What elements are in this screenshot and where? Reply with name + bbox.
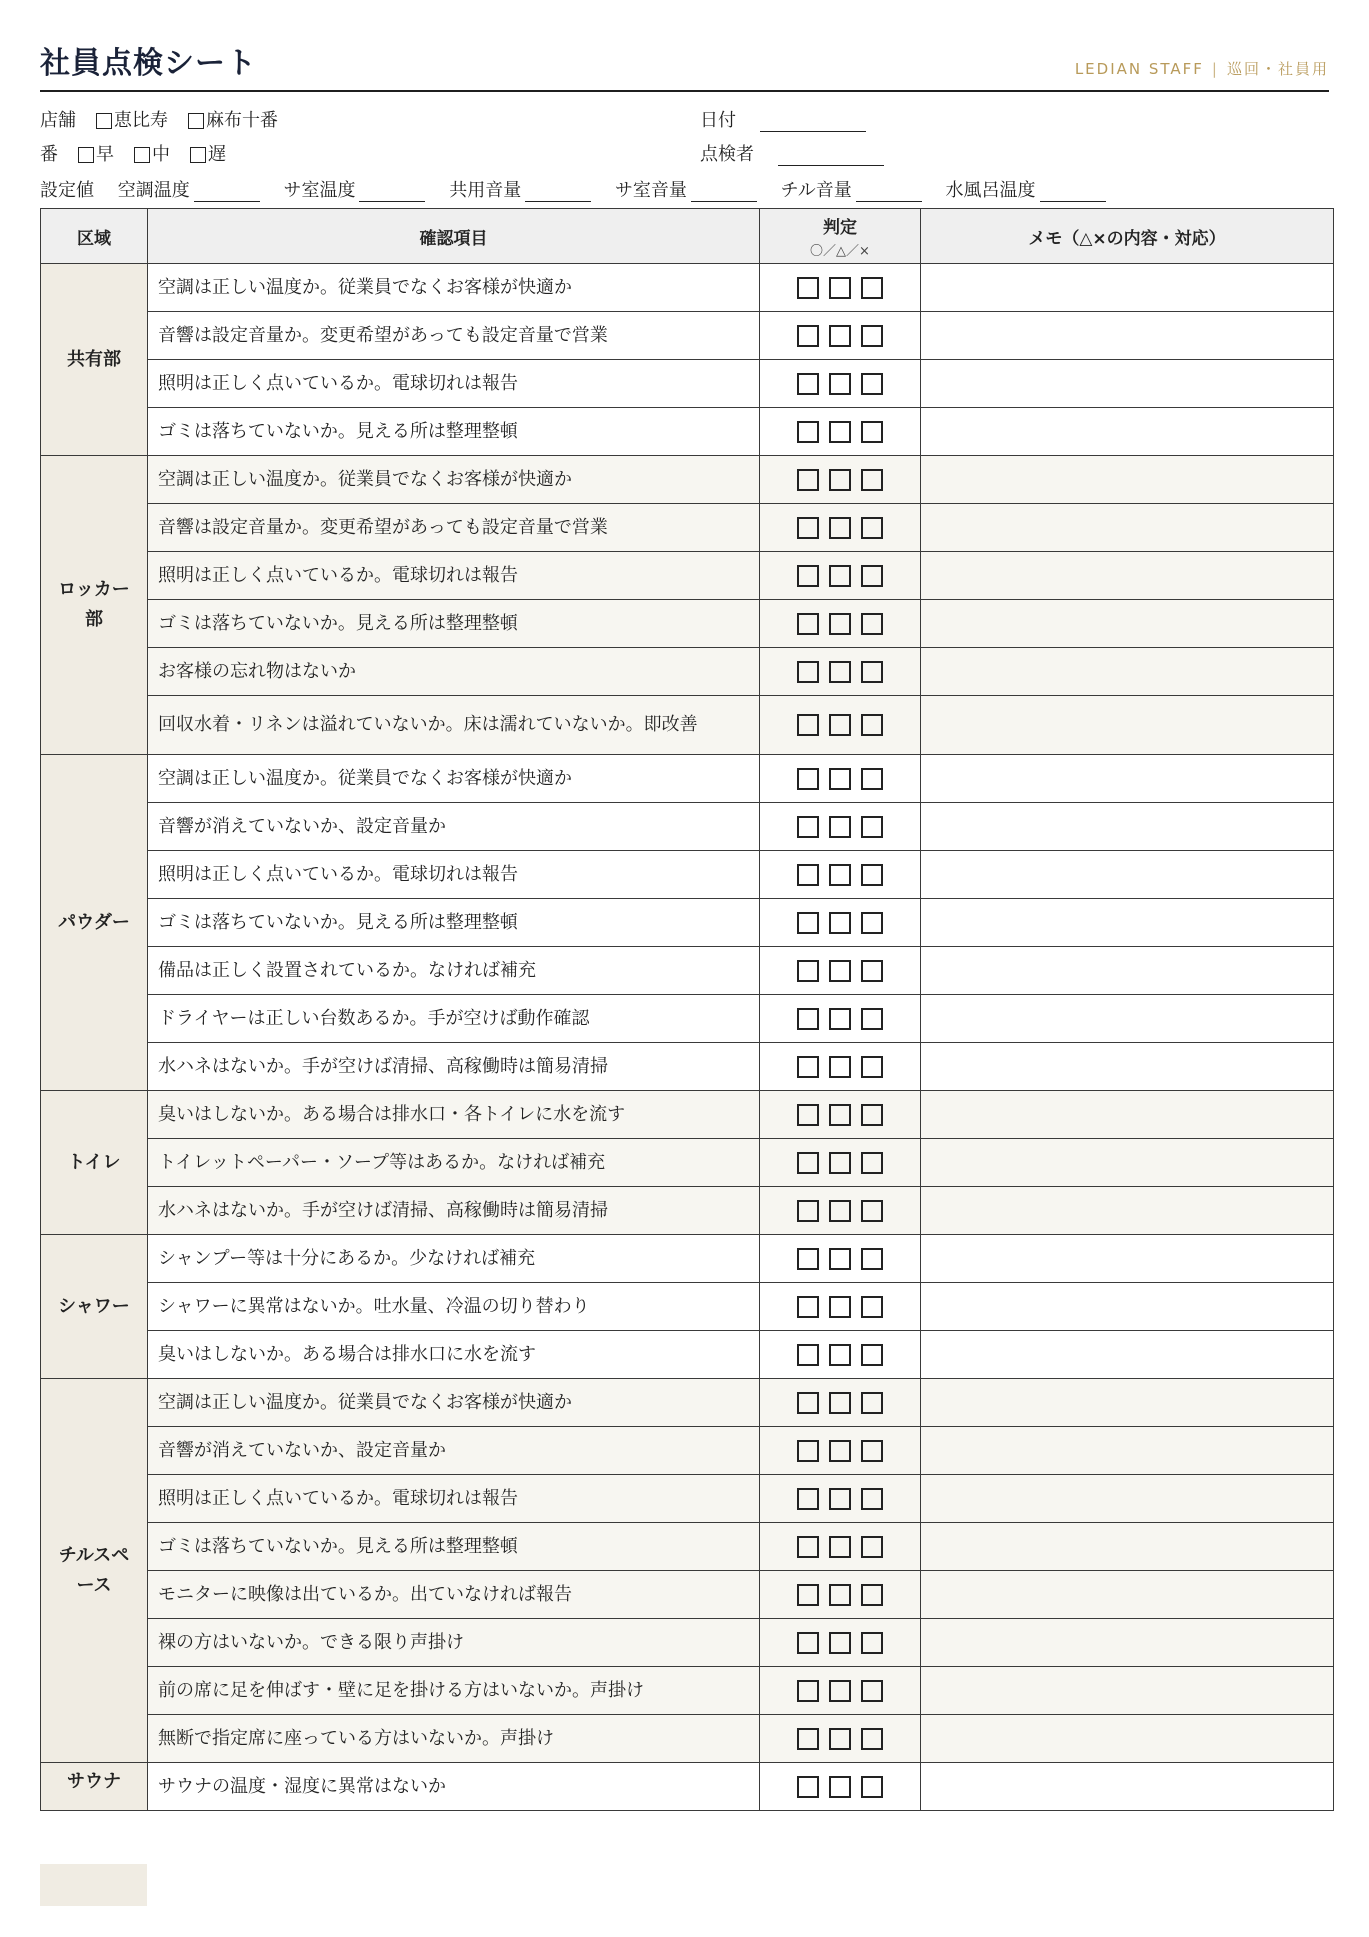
check-item-text: 水ハネはないか。手が空けば清掃、高稼働時は簡易清掃 <box>148 1187 760 1235</box>
setting-sauna-volume-label: サ室音量 <box>614 180 687 201</box>
setting-chill-volume <box>781 180 922 201</box>
judge-ok-checkbox[interactable] <box>797 421 819 443</box>
check-item-text: 照明は正しく点いているか。電球切れは報告 <box>148 851 760 899</box>
table-row <box>41 1379 1334 1427</box>
judge-ok-checkbox[interactable] <box>797 1728 819 1750</box>
judge-ng-checkbox[interactable] <box>861 517 883 539</box>
col-memo-header: メモ（△×の内容・対応） <box>921 209 1334 264</box>
check-item-text: シャワーに異常はないか。吐水量、冷温の切り替わり <box>148 1283 760 1331</box>
check-item-text: 臭いはしないか。ある場合は排水口・各トイレに水を流す <box>148 1091 760 1139</box>
memo-field[interactable] <box>921 600 1334 648</box>
judge-caution-checkbox[interactable] <box>829 1296 851 1318</box>
judge-cell <box>760 360 921 408</box>
judge-ok-checkbox[interactable] <box>797 613 819 635</box>
check-item-text: 備品は正しく設置されているか。なければ補充 <box>148 947 760 995</box>
table-row <box>41 899 1334 947</box>
judge-cell <box>760 1571 921 1619</box>
judge-ng-checkbox[interactable] <box>861 661 883 683</box>
check-item-text: 空調は正しい温度か。従業員でなくお客様が快適か <box>148 264 760 312</box>
table-header-row <box>41 209 1334 264</box>
setting-common-volume-label: 共用音量 <box>449 180 522 201</box>
table-row <box>41 552 1334 600</box>
check-item-text: 照明は正しく点いているか。電球切れは報告 <box>148 1475 760 1523</box>
check-item-text: 照明は正しく点いているか。電球切れは報告 <box>148 552 760 600</box>
table-row <box>41 600 1334 648</box>
table-row <box>41 648 1334 696</box>
date-field[interactable] <box>760 113 866 132</box>
area-cell: サウナ <box>41 1763 148 1811</box>
memo-field[interactable] <box>921 1331 1334 1379</box>
judge-ng-checkbox[interactable] <box>861 768 883 790</box>
judge-caution-checkbox[interactable] <box>829 1680 851 1702</box>
judge-ok-checkbox[interactable] <box>797 1344 819 1366</box>
judge-caution-checkbox[interactable] <box>829 1536 851 1558</box>
judge-ok-checkbox[interactable] <box>797 1440 819 1462</box>
judge-cell <box>760 1187 921 1235</box>
memo-field[interactable] <box>921 312 1334 360</box>
judge-ok-checkbox[interactable] <box>797 277 819 299</box>
memo-field[interactable] <box>921 1715 1334 1763</box>
settings-label: 設定値 <box>40 180 94 201</box>
memo-field[interactable] <box>921 408 1334 456</box>
store-label: 店舗 <box>40 110 76 131</box>
date-label: 日付 <box>700 110 736 131</box>
table-row <box>41 1043 1334 1091</box>
judge-ok-checkbox[interactable] <box>797 373 819 395</box>
judge-ok-checkbox[interactable] <box>797 816 819 838</box>
judge-ng-checkbox[interactable] <box>861 1440 883 1462</box>
shift-late-checkbox[interactable] <box>190 147 206 163</box>
judge-ok-checkbox[interactable] <box>797 1200 819 1222</box>
judge-ng-checkbox[interactable] <box>861 373 883 395</box>
judge-cell <box>760 1715 921 1763</box>
area-cell: ロッカー部 <box>41 456 148 755</box>
memo-field[interactable] <box>921 851 1334 899</box>
judge-ok-checkbox[interactable] <box>797 1296 819 1318</box>
judge-ng-checkbox[interactable] <box>861 912 883 934</box>
check-item-text: トイレットペーパー・ソープ等はあるか。なければ補充 <box>148 1139 760 1187</box>
table-row <box>41 360 1334 408</box>
table-row <box>41 1331 1334 1379</box>
memo-field[interactable] <box>921 1235 1334 1283</box>
judge-ng-checkbox[interactable] <box>861 1536 883 1558</box>
judge-caution-checkbox[interactable] <box>829 469 851 491</box>
memo-field[interactable] <box>921 1283 1334 1331</box>
inspector-label: 点検者 <box>700 144 754 165</box>
judge-caution-checkbox[interactable] <box>829 1200 851 1222</box>
store-azabu-label: 麻布十番 <box>206 110 278 131</box>
judge-ng-checkbox[interactable] <box>861 325 883 347</box>
shift-mid-checkbox[interactable] <box>134 147 150 163</box>
judge-ng-checkbox[interactable] <box>861 1776 883 1798</box>
judge-cell <box>760 1139 921 1187</box>
settings-row <box>40 176 1124 202</box>
judge-cell <box>760 851 921 899</box>
judge-cell <box>760 947 921 995</box>
judge-ok-checkbox[interactable] <box>797 1152 819 1174</box>
table-row <box>41 1763 1334 1811</box>
setting-common-volume-field[interactable] <box>525 183 591 202</box>
judge-caution-checkbox[interactable] <box>829 517 851 539</box>
judge-caution-checkbox[interactable] <box>829 714 851 736</box>
table-row <box>41 1283 1334 1331</box>
judge-ok-checkbox[interactable] <box>797 1056 819 1078</box>
setting-chill-volume-field[interactable] <box>856 183 922 202</box>
judge-ok-checkbox[interactable] <box>797 1680 819 1702</box>
table-row <box>41 1139 1334 1187</box>
judge-ok-checkbox[interactable] <box>797 1008 819 1030</box>
judge-caution-checkbox[interactable] <box>829 768 851 790</box>
header-divider <box>40 90 1329 92</box>
judge-ok-checkbox[interactable] <box>797 1488 819 1510</box>
check-item-text: 水ハネはないか。手が空けば清掃、高稼働時は簡易清掃 <box>148 1043 760 1091</box>
judge-ok-checkbox[interactable] <box>797 1248 819 1270</box>
judge-caution-checkbox[interactable] <box>829 960 851 982</box>
table-row <box>41 1667 1334 1715</box>
check-item-text: 空調は正しい温度か。従業員でなくお客様が快適か <box>148 456 760 504</box>
setting-sauna-volume <box>615 180 757 201</box>
table-row <box>41 1715 1334 1763</box>
judge-ng-checkbox[interactable] <box>861 1392 883 1414</box>
memo-field[interactable] <box>921 995 1334 1043</box>
memo-field[interactable] <box>921 1475 1334 1523</box>
brand-separator: | <box>1211 60 1219 78</box>
judge-ok-checkbox[interactable] <box>797 1392 819 1414</box>
check-item-text: 空調は正しい温度か。従業員でなくお客様が快適か <box>148 1379 760 1427</box>
memo-field[interactable] <box>921 360 1334 408</box>
judge-caution-checkbox[interactable] <box>829 1104 851 1126</box>
area-cell: チルスペース <box>41 1379 148 1763</box>
memo-field[interactable] <box>921 1667 1334 1715</box>
judge-ng-checkbox[interactable] <box>861 864 883 886</box>
table-row <box>41 1235 1334 1283</box>
shift-label: 番 <box>40 144 58 165</box>
judge-cell <box>760 1667 921 1715</box>
memo-field[interactable] <box>921 504 1334 552</box>
memo-field[interactable] <box>921 1619 1334 1667</box>
judge-cell <box>760 1763 921 1811</box>
judge-ok-checkbox[interactable] <box>797 325 819 347</box>
judge-ok-checkbox[interactable] <box>797 768 819 790</box>
judge-caution-checkbox[interactable] <box>829 661 851 683</box>
judge-ng-checkbox[interactable] <box>861 277 883 299</box>
judge-cell <box>760 1427 921 1475</box>
check-item-text: 臭いはしないか。ある場合は排水口に水を流す <box>148 1331 760 1379</box>
judge-cell <box>760 1523 921 1571</box>
memo-field[interactable] <box>921 1427 1334 1475</box>
judge-ng-checkbox[interactable] <box>861 816 883 838</box>
judge-ng-checkbox[interactable] <box>861 565 883 587</box>
table-row <box>41 755 1334 803</box>
judge-cell <box>760 600 921 648</box>
judge-caution-checkbox[interactable] <box>829 1632 851 1654</box>
judge-caution-checkbox[interactable] <box>829 1248 851 1270</box>
setting-sauna-volume-field[interactable] <box>691 183 757 202</box>
judge-cell <box>760 1379 921 1427</box>
table-row <box>41 504 1334 552</box>
judge-caution-checkbox[interactable] <box>829 816 851 838</box>
setting-coldbath-temp-field[interactable] <box>1040 183 1106 202</box>
judge-cell <box>760 1619 921 1667</box>
table-row <box>41 312 1334 360</box>
brand-subtitle: 巡回・社員用 <box>1226 60 1329 78</box>
table-row <box>41 851 1334 899</box>
memo-field[interactable] <box>921 947 1334 995</box>
judge-caution-checkbox[interactable] <box>829 1728 851 1750</box>
judge-ng-checkbox[interactable] <box>861 421 883 443</box>
shift-late-label: 遅 <box>208 144 226 165</box>
memo-field[interactable] <box>921 1139 1334 1187</box>
table-row <box>41 995 1334 1043</box>
judge-cell <box>760 1475 921 1523</box>
memo-field[interactable] <box>921 1571 1334 1619</box>
table-row <box>41 1187 1334 1235</box>
page-title: 社員点検シート <box>40 46 257 81</box>
memo-field[interactable] <box>921 755 1334 803</box>
col-item-header: 確認項目 <box>148 209 760 264</box>
judge-caution-checkbox[interactable] <box>829 1152 851 1174</box>
judge-caution-checkbox[interactable] <box>829 1008 851 1030</box>
judge-cell <box>760 1235 921 1283</box>
judge-ng-checkbox[interactable] <box>861 1152 883 1174</box>
judge-ng-checkbox[interactable] <box>861 1632 883 1654</box>
judge-caution-checkbox[interactable] <box>829 325 851 347</box>
judge-cell <box>760 264 921 312</box>
table-row <box>41 408 1334 456</box>
judge-caution-checkbox[interactable] <box>829 1488 851 1510</box>
judge-cell <box>760 899 921 947</box>
judge-ng-checkbox[interactable] <box>861 1728 883 1750</box>
check-item-text: 空調は正しい温度か。従業員でなくお客様が快適か <box>148 755 760 803</box>
check-item-text: モニターに映像は出ているか。出ていなければ報告 <box>148 1571 760 1619</box>
check-item-text: 音響が消えていないか、設定音量か <box>148 803 760 851</box>
judge-cell <box>760 456 921 504</box>
memo-field[interactable] <box>921 264 1334 312</box>
table-row <box>41 1619 1334 1667</box>
judge-ok-checkbox[interactable] <box>797 864 819 886</box>
memo-field[interactable] <box>921 1523 1334 1571</box>
store-azabu-checkbox[interactable] <box>188 113 204 129</box>
col-judge-header <box>760 209 921 264</box>
shift-mid-label: 中 <box>152 144 170 165</box>
judge-ng-checkbox[interactable] <box>861 1296 883 1318</box>
memo-field[interactable] <box>921 1187 1334 1235</box>
brand-name: LEDIAN STAFF <box>1074 60 1204 78</box>
check-item-text: ゴミは落ちていないか。見える所は整理整頓 <box>148 1523 760 1571</box>
judge-ng-checkbox[interactable] <box>861 960 883 982</box>
judge-cell <box>760 552 921 600</box>
setting-aircon-temp-field[interactable] <box>194 183 260 202</box>
judge-caution-checkbox[interactable] <box>829 1584 851 1606</box>
memo-field[interactable] <box>921 1379 1334 1427</box>
sauna-area-extension <box>40 1864 147 1906</box>
memo-field[interactable] <box>921 1043 1334 1091</box>
judge-ok-checkbox[interactable] <box>797 960 819 982</box>
checklist-table <box>40 208 1334 1811</box>
check-item-text: 回収水着・リネンは溢れていないか。床は濡れていないか。即改善 <box>148 696 760 755</box>
judge-caution-checkbox[interactable] <box>829 1056 851 1078</box>
judge-caution-checkbox[interactable] <box>829 613 851 635</box>
judge-caution-checkbox[interactable] <box>829 277 851 299</box>
check-item-text: サウナの温度・湿度に異常はないか <box>148 1763 760 1811</box>
judge-cell <box>760 312 921 360</box>
setting-sauna-temp-label: サ室温度 <box>283 180 356 201</box>
table-row <box>41 947 1334 995</box>
judge-ok-checkbox[interactable] <box>797 469 819 491</box>
table-row <box>41 1427 1334 1475</box>
inspector-row <box>700 140 884 166</box>
table-row <box>41 1091 1334 1139</box>
judge-ok-checkbox[interactable] <box>797 1536 819 1558</box>
inspector-field[interactable] <box>778 147 884 166</box>
judge-ng-checkbox[interactable] <box>861 1488 883 1510</box>
judge-ng-checkbox[interactable] <box>861 1008 883 1030</box>
table-row <box>41 264 1334 312</box>
table-row <box>41 1475 1334 1523</box>
judge-ok-checkbox[interactable] <box>797 912 819 934</box>
judge-ng-checkbox[interactable] <box>861 1344 883 1366</box>
memo-field[interactable] <box>921 456 1334 504</box>
judge-cell <box>760 995 921 1043</box>
area-cell: トイレ <box>41 1091 148 1235</box>
check-item-text: 音響は設定音量か。変更希望があっても設定音量で営業 <box>148 504 760 552</box>
shift-early-label: 早 <box>96 144 114 165</box>
table-row <box>41 803 1334 851</box>
memo-field[interactable] <box>921 696 1334 755</box>
check-item-text: ゴミは落ちていないか。見える所は整理整頓 <box>148 600 760 648</box>
setting-aircon-temp-label: 空調温度 <box>117 180 190 201</box>
store-ebisu-checkbox[interactable] <box>96 113 112 129</box>
setting-coldbath-temp-label: 水風呂温度 <box>945 180 1036 201</box>
judge-cell <box>760 755 921 803</box>
judge-cell <box>760 504 921 552</box>
check-item-text: 裸の方はいないか。できる限り声掛け <box>148 1619 760 1667</box>
shift-early-checkbox[interactable] <box>78 147 94 163</box>
check-item-text: 音響が消えていないか、設定音量か <box>148 1427 760 1475</box>
check-item-text: ゴミは落ちていないか。見える所は整理整頓 <box>148 899 760 947</box>
memo-field[interactable] <box>921 1763 1334 1811</box>
store-ebisu-label: 恵比寿 <box>114 110 168 131</box>
judge-caution-checkbox[interactable] <box>829 1344 851 1366</box>
store-row <box>40 106 278 132</box>
area-cell: パウダー <box>41 755 148 1091</box>
area-cell: シャワー <box>41 1235 148 1379</box>
memo-field[interactable] <box>921 1091 1334 1139</box>
setting-sauna-temp <box>283 180 425 201</box>
setting-chill-volume-label: チル音量 <box>780 180 852 201</box>
judge-ng-checkbox[interactable] <box>861 1056 883 1078</box>
setting-sauna-temp-field[interactable] <box>359 183 425 202</box>
judge-ok-checkbox[interactable] <box>797 1776 819 1798</box>
judge-cell <box>760 1283 921 1331</box>
judge-ng-checkbox[interactable] <box>861 469 883 491</box>
judge-cell <box>760 1043 921 1091</box>
judge-ok-checkbox[interactable] <box>797 1584 819 1606</box>
judge-cell <box>760 696 921 755</box>
col-area-header: 区域 <box>41 209 148 264</box>
col-judge-legend: 〇／△／× <box>810 244 870 259</box>
judge-cell <box>760 648 921 696</box>
judge-cell <box>760 1331 921 1379</box>
judge-ok-checkbox[interactable] <box>797 1104 819 1126</box>
check-item-text: 無断で指定席に座っている方はいないか。声掛け <box>148 1715 760 1763</box>
judge-caution-checkbox[interactable] <box>829 421 851 443</box>
judge-cell <box>760 1091 921 1139</box>
table-row <box>41 456 1334 504</box>
check-item-text: ドライヤーは正しい台数あるか。手が空けば動作確認 <box>148 995 760 1043</box>
check-item-text: 音響は設定音量か。変更希望があっても設定音量で営業 <box>148 312 760 360</box>
checklist-body <box>41 264 1334 1811</box>
setting-common-volume <box>449 180 591 201</box>
memo-field[interactable] <box>921 899 1334 947</box>
check-item-text: 照明は正しく点いているか。電球切れは報告 <box>148 360 760 408</box>
memo-field[interactable] <box>921 552 1334 600</box>
table-row <box>41 1571 1334 1619</box>
memo-field[interactable] <box>921 648 1334 696</box>
table-row <box>41 1523 1334 1571</box>
setting-aircon-temp <box>118 180 260 201</box>
memo-field[interactable] <box>921 803 1334 851</box>
judge-ok-checkbox[interactable] <box>797 565 819 587</box>
judge-ok-checkbox[interactable] <box>797 714 819 736</box>
shift-row <box>40 140 226 166</box>
judge-ng-checkbox[interactable] <box>861 1200 883 1222</box>
check-item-text: お客様の忘れ物はないか <box>148 648 760 696</box>
check-item-text: ゴミは落ちていないか。見える所は整理整頓 <box>148 408 760 456</box>
table-row <box>41 696 1334 755</box>
brand-header <box>1075 58 1329 79</box>
check-item-text: 前の席に足を伸ばす・壁に足を掛ける方はいないか。声掛け <box>148 1667 760 1715</box>
area-cell: 共有部 <box>41 264 148 456</box>
judge-ng-checkbox[interactable] <box>861 1104 883 1126</box>
judge-caution-checkbox[interactable] <box>829 912 851 934</box>
judge-caution-checkbox[interactable] <box>829 1392 851 1414</box>
judge-cell <box>760 803 921 851</box>
judge-caution-checkbox[interactable] <box>829 565 851 587</box>
judge-ng-checkbox[interactable] <box>861 1584 883 1606</box>
judge-ng-checkbox[interactable] <box>861 613 883 635</box>
judge-caution-checkbox[interactable] <box>829 864 851 886</box>
setting-coldbath-temp <box>946 180 1106 201</box>
judge-ok-checkbox[interactable] <box>797 1632 819 1654</box>
judge-ng-checkbox[interactable] <box>861 1248 883 1270</box>
judge-caution-checkbox[interactable] <box>829 1776 851 1798</box>
judge-caution-checkbox[interactable] <box>829 373 851 395</box>
judge-ng-checkbox[interactable] <box>861 1680 883 1702</box>
check-item-text: シャンプー等は十分にあるか。少なければ補充 <box>148 1235 760 1283</box>
judge-cell <box>760 408 921 456</box>
col-judge-title: 判定 <box>823 218 857 238</box>
judge-ok-checkbox[interactable] <box>797 661 819 683</box>
judge-caution-checkbox[interactable] <box>829 1440 851 1462</box>
judge-ng-checkbox[interactable] <box>861 714 883 736</box>
judge-ok-checkbox[interactable] <box>797 517 819 539</box>
date-row <box>700 106 866 132</box>
